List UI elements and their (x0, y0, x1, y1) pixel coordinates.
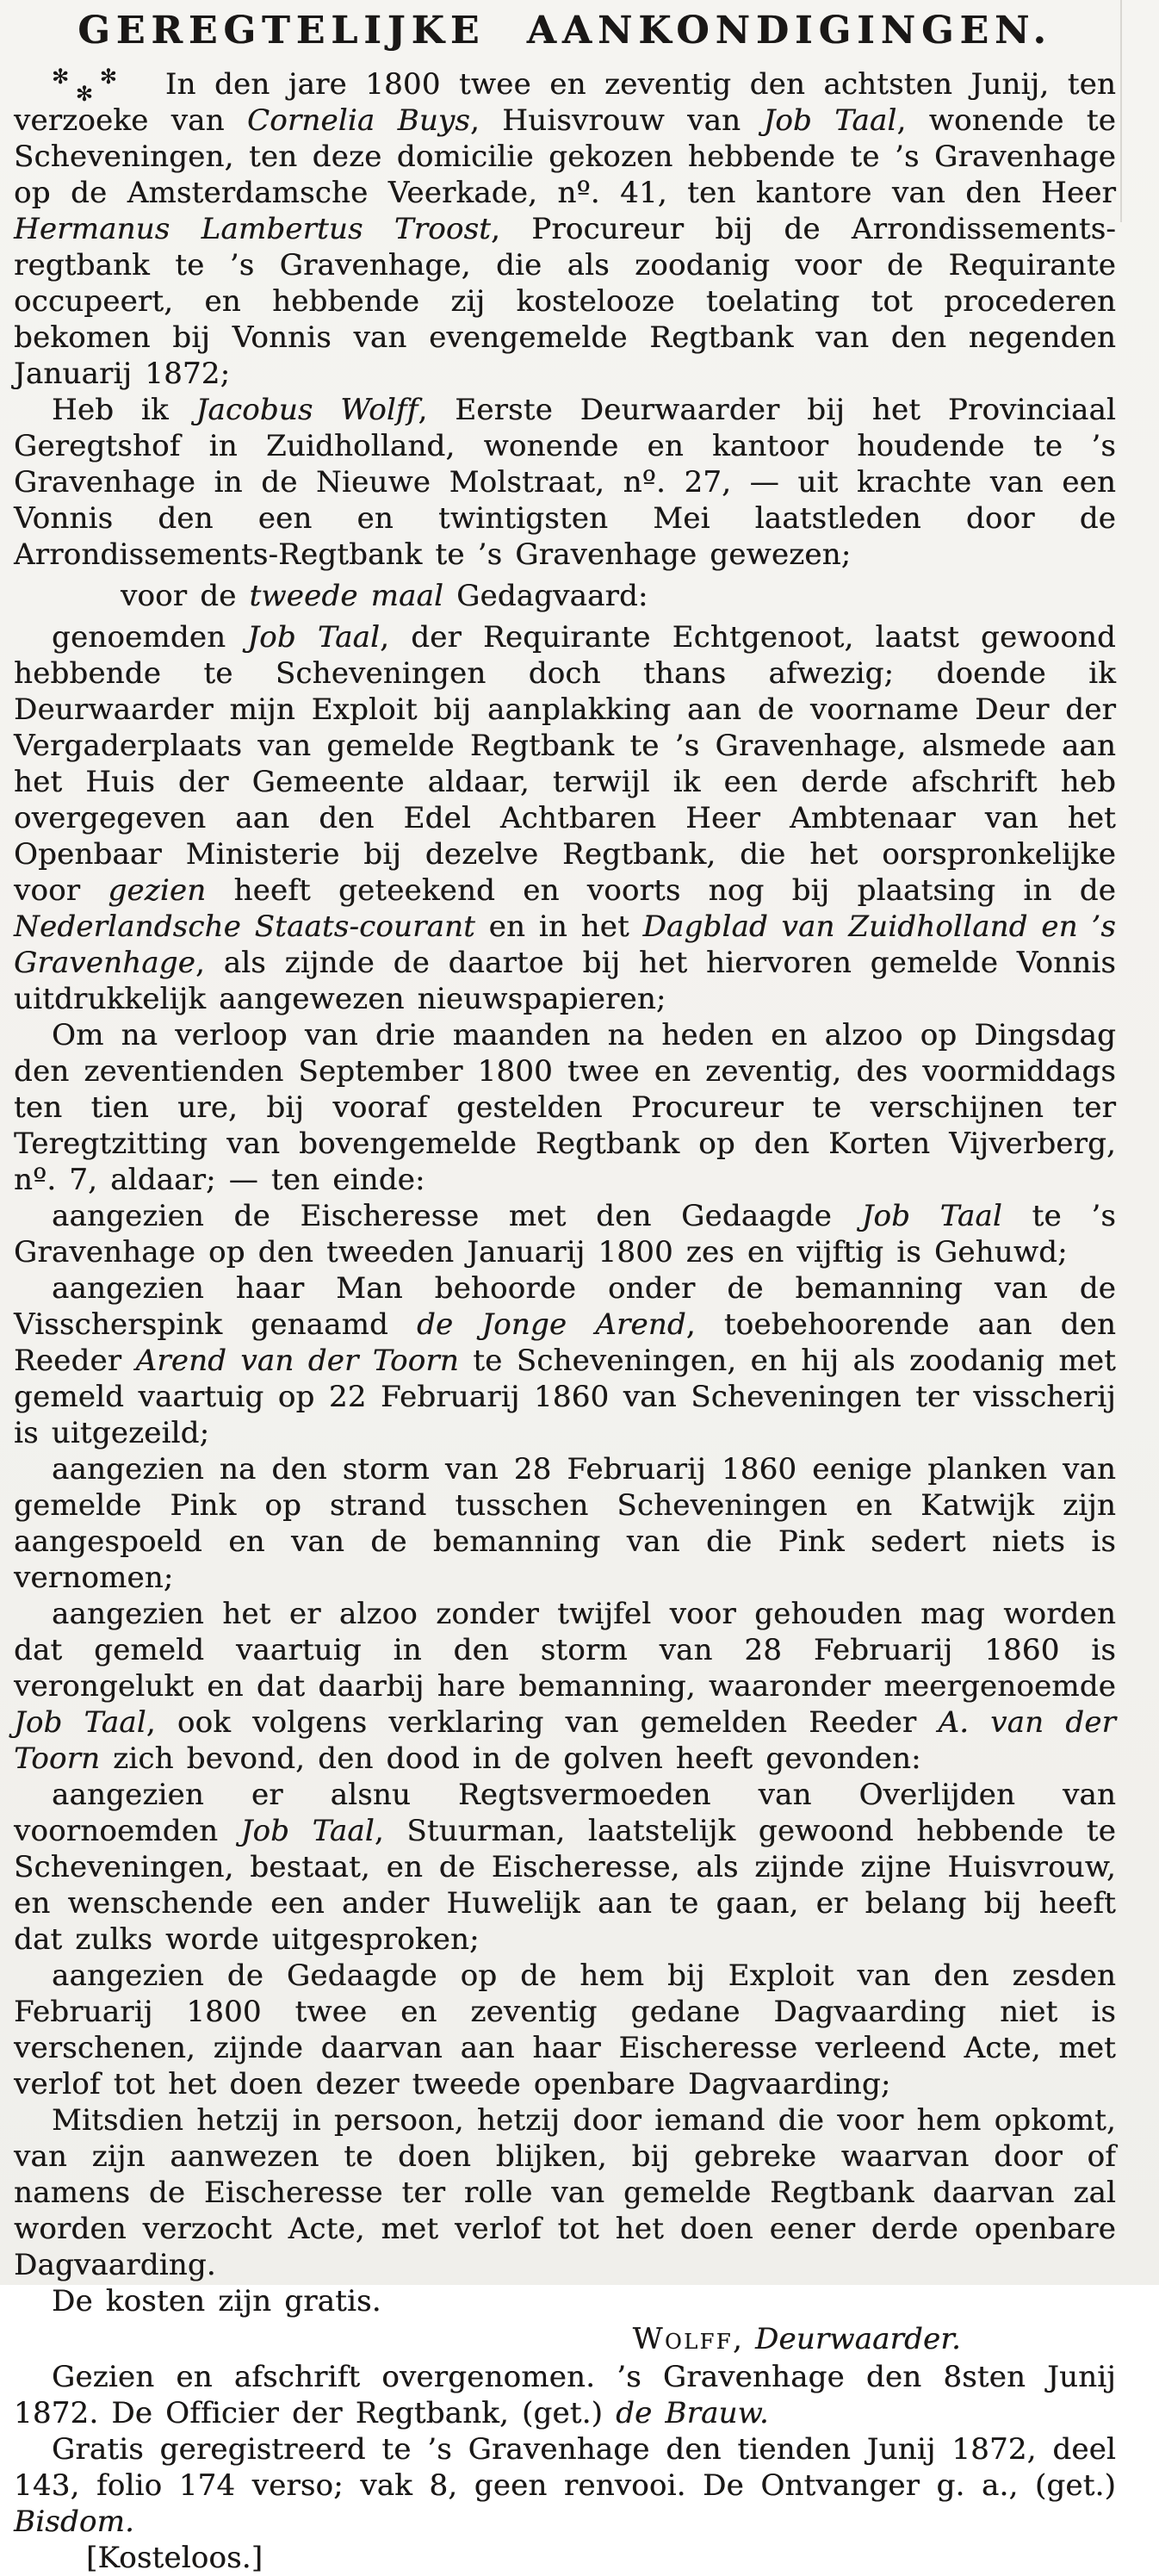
whereas-presumption (14, 1777, 1116, 1958)
body-text: , toebehoorende aan den Reeder (14, 1307, 1117, 1378)
body-text: te ’s Gravenhage op den tweeden Januarij 1800 zes en vijftig is Gehuwd; (14, 1199, 1116, 1269)
italic-name-text: A. van der Toorn (14, 1705, 1117, 1776)
italic-name-text: Cornelia Buys (246, 103, 470, 138)
body-text: , ook volgens verklaring van gemelden Reeder (146, 1705, 939, 1740)
body-text: te Scheveningen, en hij als zoodanig met gemeld vaartuig op 22 Februarij 1860 van Scheveningen ter visscherij is uitgezeild; (14, 1344, 1116, 1450)
body-text: In den jare 1800 twee en zeventig den achtsten Junij, ten verzoeke van (14, 67, 1116, 138)
body-text: De kosten zijn gratis. (52, 2284, 381, 2318)
whereas-crew (14, 1270, 1116, 1451)
body-text: Gedagvaard: (443, 579, 648, 613)
summons-lead (14, 578, 1116, 614)
conclusion-paragraph (14, 2102, 1116, 2283)
column-rule (1120, 0, 1122, 222)
body-text: heeft geteekend en voorts nog bij plaatsing in de (206, 873, 1116, 908)
body-text: Om na verloop van drie maanden na heden en alzoo op Dingsdag den zeventienden September 1800 twee en zeventig, des voormiddags ten tien ure, bij vooraf gestelden Procureur te verschijnen ter Teregtzitting van bovengemelde Regtbank op den Korten Vijverberg, nº. 7, aldaar; — ten einde: (14, 1018, 1116, 1197)
italic-name-text: de Jonge Arend (417, 1307, 686, 1342)
smallcaps-signature-name: Wolff (632, 2322, 733, 2356)
body-text: Gratis geregistreerd te ’s Gravenhage den tienden Junij 1872, deel 143, folio 174 verso; vak 8, geen renvooi. De Ontvanger g. a., (get.) (14, 2432, 1116, 2503)
page-title: GEREGTELIJKE AANKONDIGINGEN. (77, 9, 1052, 53)
body-text: en in het (474, 909, 643, 944)
asterism-mark: ✻ ✻ ✻ (52, 65, 127, 106)
registration-line (14, 2431, 1116, 2540)
intro-paragraph (14, 66, 1116, 392)
body-text: aangezien het er alzoo zonder twijfel voor gehouden mag worden dat gemeld vaartuig in den storm van 28 Februarij 1860 is verongelukt en dat daarbij hare bemanning, waaronder meergenoemde (14, 1597, 1116, 1704)
body-text: , wonende te Scheveningen, ten deze domicilie gekozen hebbende te ’s Gravenhage op de Amsterdamsche Veerkade, nº. 41, ten kantore van den Heer (14, 103, 1116, 210)
italic-name-text: Job Taal (763, 103, 897, 138)
bailiff-paragraph (14, 392, 1116, 573)
italic-name-text: Hermanus Lambertus Troost (14, 212, 492, 246)
italic-name-text: Deurwaarder. (754, 2322, 961, 2356)
signature-line (14, 2321, 1116, 2357)
italic-name-text: Jacobus Wolff (195, 393, 418, 427)
italic-name-text: Nederlandsche Staats-courant (14, 909, 475, 944)
body-text: , Stuurman, laatstelijk gewoond hebbende te Scheveningen, bestaat, en de Eischeresse, als zijnde zijne Huisvrouw, en wenschende een ander Huwelijk aan te gaan, er belang bij heeft dat zulks worde uitgesproken; (14, 1814, 1116, 1957)
whereas-marriage (14, 1198, 1116, 1270)
italic-name-text: de Brauw. (616, 2396, 769, 2430)
body-text: aangezien er alsnu Regtsvermoeden van Overlijden van voornoemden (14, 1778, 1116, 1848)
italic-name-text: Bisdom. (14, 2505, 134, 2539)
body-text: aangezien de Eischeresse met den Gedaagde (52, 1199, 862, 1233)
italic-name-text: Job Taal (861, 1199, 1002, 1233)
whereas-perished (14, 1596, 1116, 1777)
body-text: genoemden (52, 620, 248, 655)
body-text: , Eerste Deurwaarder bij het Provinciaal Geregtshof in Zuidholland, wonende en kantoor houdende te ’s Gravenhage in de Nieuwe Molstraat, nº. 27, — uit krachte van een Vonnis den een en twintigsten Mei laatstleden door de Arrondissements-Regtbank te ’s Gravenhage gewezen; (14, 393, 1116, 572)
body-text: aangezien na den storm van 28 Februarij 1860 eenige planken van gemelde Pink op strand tusschen Scheveningen en Katwijk zijn aangespoeld en van de bemanning van die Pink sedert niets is vernomen; (14, 1452, 1116, 1595)
body-text: Mitsdien hetzij in persoon, hetzij door iemand die voor hem opkomt, van zijn aanwezen te doen blijken, bij gebreke waarvan door of namens de Eischeresse ter rolle van gemelde Regtbank daarvan zal worden verzocht Acte, met verlof tot het doen eener derde openbare Dagvaarding. (14, 2103, 1116, 2282)
body-text: , Procureur bij de Arrondissements-regtbank te ’s Gravenhage, die als zoodanig voor de Requirante occupeert, en hebbende zij kostelooze toelating tot procederen bekomen bij Vonnis van evengemelde Regtbank van den negenden Januarij 1872; (14, 212, 1116, 391)
italic-name-text: Dagblad van Zuidholland en ’s Gravenhage (14, 909, 1116, 980)
body-text: , Huisvrouw van (469, 103, 764, 138)
body-text: Gezien en afschrift overgenomen. ’s Gravenhage den 8sten Junij 1872. De Officier der Regtbank, (get.) (14, 2360, 1116, 2430)
hearing-paragraph (14, 1017, 1116, 1198)
body-text: aangezien de Gedaagde op de hem bij Exploit van den zesden Februarij 1800 twee en zeventig gedane Dagvaarding niet is verschenen, zijnde daarvan aan haar Eischeresse verleend Acte, met verlof tot het doen dezer tweede openbare Dagvaarding; (14, 1958, 1116, 2101)
body-text: aangezien haar Man behoorde onder de bemanning van de Visscherspink genaamd (14, 1271, 1116, 1342)
italic-name-text: tweede maal (249, 579, 444, 613)
body-text: zich bevond, den dood in de golven heeft gevonden: (100, 1741, 921, 1776)
whereas-default (14, 1958, 1116, 2102)
body-text: [Kosteloos.] (86, 2541, 263, 2575)
italic-name-text: Job Taal (14, 1705, 146, 1740)
document-body (14, 66, 1116, 2576)
body-text: , (732, 2322, 755, 2356)
defendant-paragraph (14, 619, 1116, 1017)
kosteloos-line (14, 2540, 1116, 2576)
italic-name-text: gezien (108, 873, 207, 908)
italic-name-text: Job Taal (247, 620, 381, 655)
seen-registration (14, 2359, 1116, 2431)
body-text: Heb ik (52, 393, 196, 427)
body-text: voor de (121, 579, 250, 613)
italic-name-text: Job Taal (240, 1814, 375, 1848)
whereas-storm (14, 1451, 1116, 1596)
italic-name-text: Arend van der Toorn (135, 1344, 459, 1378)
body-text: , als zijnde de daartoe bij het hiervoren gemelde Vonnis uitdrukkelijk aangewezen nieuwspapieren; (14, 946, 1116, 1016)
costs-line (14, 2283, 1116, 2319)
body-text: , der Requirante Echtgenoot, laatst gewoond hebbende te Scheveningen doch thans afwezig; doende ik Deurwaarder mijn Exploit bij aanplakking aan de voorname Deur der Vergaderplaats van gemelde Regtbank te ’s Gravenhage, alsmede aan het Huis der Gemeente aldaar, terwijl ik een derde afschrift heb overgegeven aan den Edel Achtbaren Heer Ambtenaar van het Openbaar Ministerie bij dezelve Regtbank, die het oorspronkelijke voor (14, 620, 1116, 908)
